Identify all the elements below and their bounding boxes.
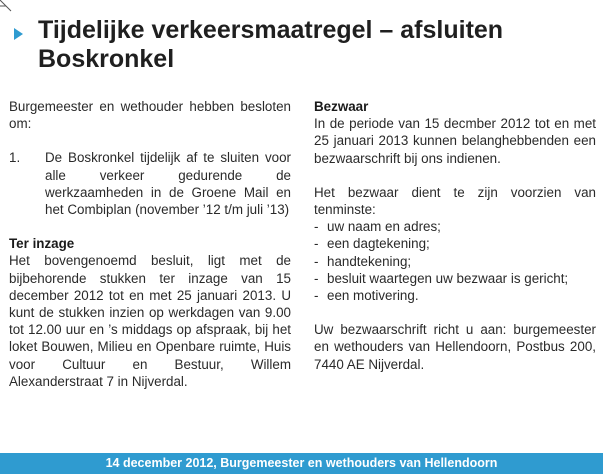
requirement-text: besluit waartegen uw bezwaar is gericht;	[327, 270, 569, 286]
requirement-text: een motivering.	[327, 288, 419, 304]
bullet-dash: -	[314, 270, 319, 286]
list-item	[314, 253, 596, 270]
requirement-text: uw naam en adres;	[327, 219, 441, 235]
bezwaar-heading: Bezwaar	[314, 99, 369, 114]
corner-crop-mark	[0, 0, 12, 12]
title-arrow-icon	[14, 28, 23, 40]
inzage-text: Het bovengenoemd besluit, ligt met de bijbehorende stukken ter inzage van 15 december 2012 tot en met 25 januari 2013. U kunt de stukken inzien op werkdagen van 9.00 tot 12.00 uur en ’s middags op afspraak, bij het loket Bouwen, Milieu en Openbare ruimte, Huis voor Cultuur en Bestuur, Willem Alexanderstraat 7 in Nijverdal.	[9, 253, 291, 389]
right-column	[314, 98, 596, 373]
bullet-dash: -	[314, 219, 319, 235]
list-item	[314, 287, 596, 304]
left-column	[9, 98, 291, 390]
requirement-text: een dagtekening;	[327, 236, 430, 252]
list-item	[314, 235, 596, 252]
footer-bar	[0, 453, 603, 474]
bullet-dash: -	[314, 253, 319, 269]
bullet-dash: -	[314, 288, 319, 304]
requirement-text: handtekening;	[327, 253, 412, 269]
inzage-heading: Ter inzage	[9, 236, 75, 252]
decision-text: De Boskronkel tijdelijk af te sluiten voor alle verkeer gedurende de werkzaamheden in de Groene Mail en het Combiplan (november ’12 t/m juli ’13)	[45, 150, 291, 218]
requirements-intro: Het bezwaar dient te zijn voorzien van tenminste:	[314, 184, 596, 218]
decision-number: 1.	[9, 150, 21, 166]
footer-text: 14 december 2012, Burgemeester en wethouders van Hellendoorn	[105, 456, 498, 470]
address-text: Uw bezwaarschrift richt u aan: burgemeester en wethouders van Hellendoorn, Postbus 200, 7440 AE Nijverdal.	[314, 322, 596, 372]
bezwaar-text: In de periode van 15 decmber 2012 tot en met 25 januari 2013 kunnen belanghebbenden een bezwaarschrift bij ons indienen.	[314, 116, 596, 166]
intro-text: Burgemeester en wethouder hebben besloten om:	[9, 99, 291, 132]
list-item	[314, 270, 596, 287]
decision-item	[9, 149, 291, 218]
list-item	[314, 218, 596, 235]
bullet-dash: -	[314, 236, 319, 252]
requirements-list	[314, 218, 596, 304]
page-title: Tijdelijke verkeersmaatregel – afsluiten Boskronkel	[38, 16, 504, 73]
